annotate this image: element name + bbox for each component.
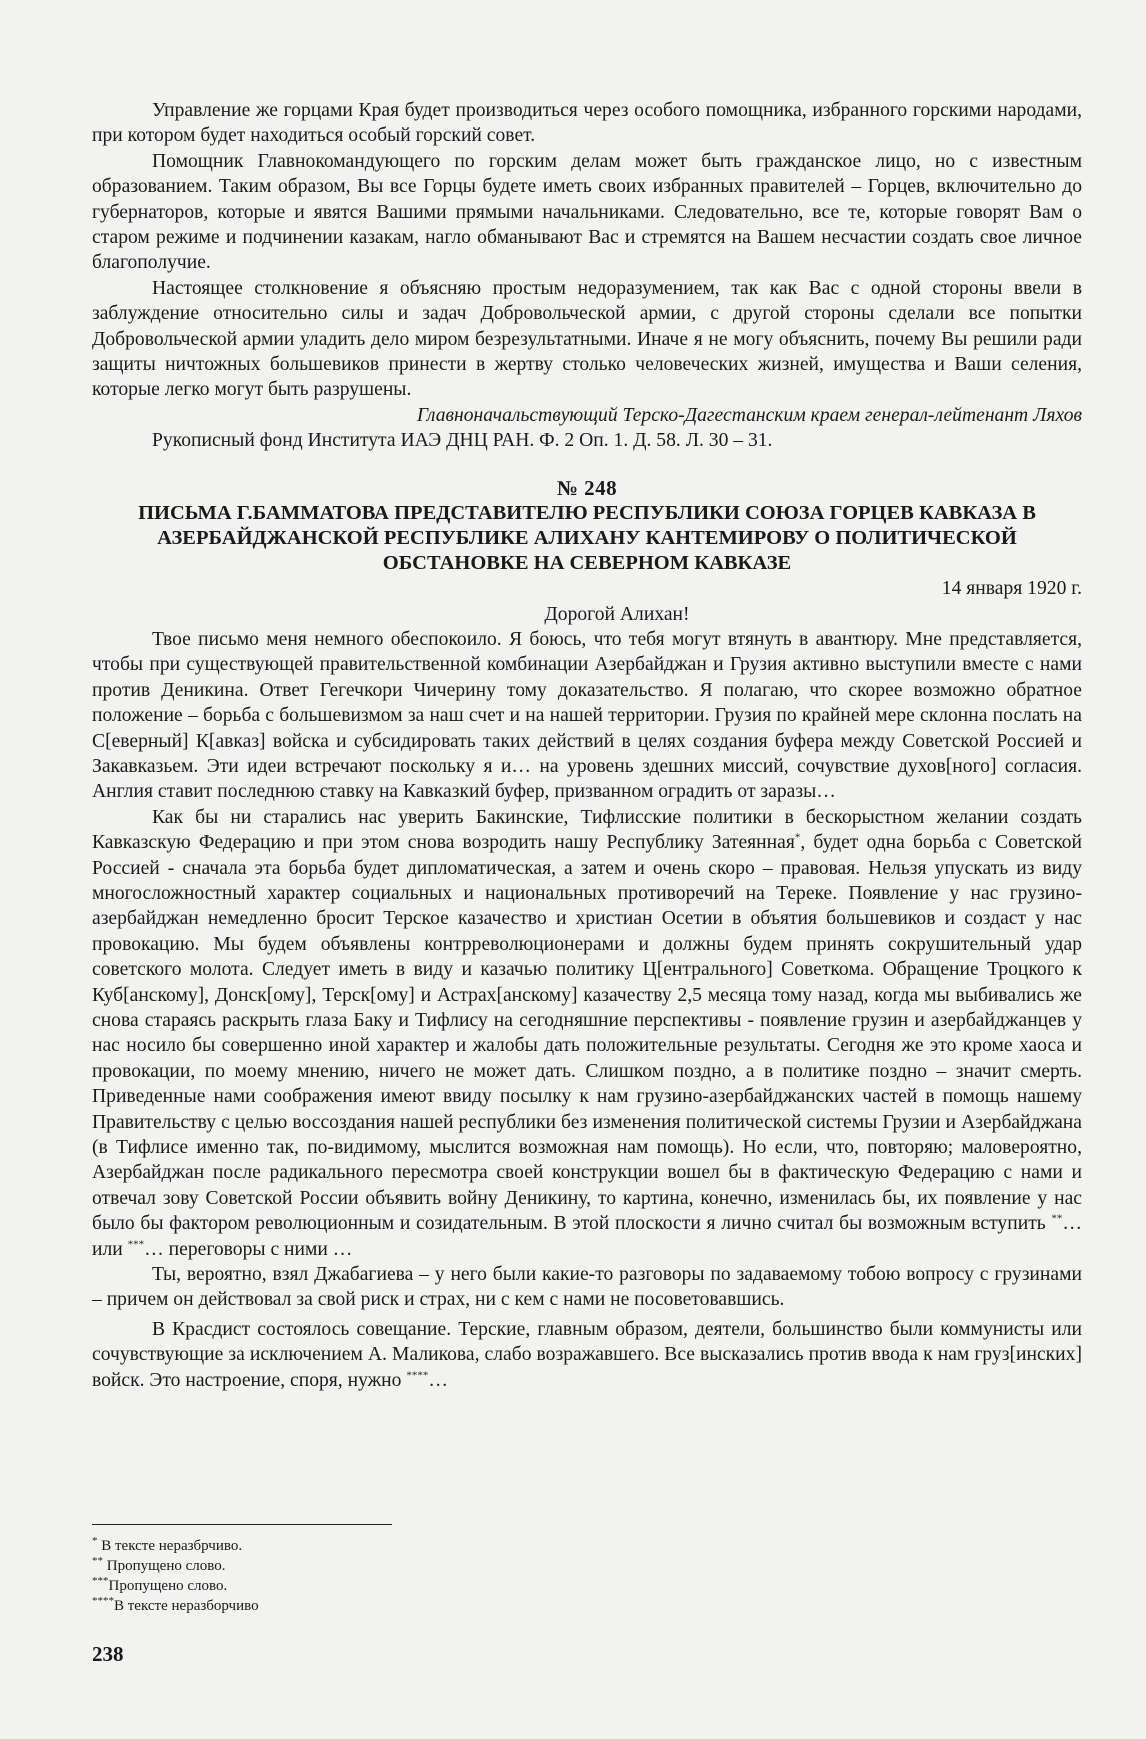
paragraph: Твое письмо меня немного обеспокоило. Я боюсь, что тебя могут втянуть в авантюру. Мне представляется, чтобы при существующей правительственной комбинации Азербайджан и Грузия активно выступили вместе с нами против Деникина. Ответ Гегечкори Чичерину тому доказательство. Я полагаю, что скорее возможно обратное положение – борьба с большевизмом за наш счет и на нашей территории. Грузия по крайней мере склонна послать на С[еверный] К[авказ] войска и субсидировать таких действий в целях создания буфера между Советской Россией и Закавказьем. Эти идеи встречают поскольку я и… на уровень здешних миссий, сочувствие духов[ного] согласия. Англия ставит последнюю ставку на Кавказкий буфер, призванном оградить от заразы… bbox=[92, 628, 1082, 803]
signature: Главноначальствующий Терско-Дагестанским краем генерал-лейтенант Ляхов bbox=[416, 404, 1082, 426]
footnote bbox=[92, 1536, 259, 1556]
document-number: № 248 bbox=[556, 475, 618, 500]
body-text bbox=[92, 98, 1082, 1393]
paragraph bbox=[92, 805, 1082, 1262]
page-number: 238 bbox=[92, 1642, 124, 1666]
footnote-mark: ** bbox=[92, 1555, 103, 1567]
footnote-divider bbox=[92, 1524, 392, 1525]
footnote-mark: **** bbox=[92, 1595, 114, 1607]
footnote-text: В тексте неразборчиво bbox=[114, 1598, 259, 1614]
footnote bbox=[92, 1596, 259, 1616]
footnote-ref: *** bbox=[127, 1238, 145, 1251]
document-date: 14 января 1920 г. bbox=[941, 578, 1082, 600]
footnote-text: В тексте неразбрчиво. bbox=[97, 1538, 243, 1554]
footnote-text: Пропущено слово. bbox=[103, 1558, 226, 1574]
footnote-mark: *** bbox=[92, 1575, 109, 1587]
document-title: ПИСЬМА Г.БАММАТОВА ПРЕДСТАВИТЕЛЮ РЕСПУБЛИКИ СОЮЗА ГОРЦЕВ КАВКАЗА В АЗЕРБАЙДЖАНСКОЙ РЕСПУБЛИКЕ АЛИХАНУ КАНТЕМИРОВУ О ПОЛИТИЧЕСКОЙ ОБСТАНОВКЕ НА СЕВЕРНОМ КАВКАЗЕ bbox=[138, 502, 1036, 575]
footnotes bbox=[92, 1536, 259, 1616]
paragraph: Управление же горцами Края будет производиться через особого помощника, избранного горскими народами, при котором будет находиться особый горский совет. bbox=[92, 100, 1082, 147]
paragraph-text: Как бы ни старались нас уверить Бакинские, Тифлисские политики в бескорыстном желании создать Кавказскую Федерацию и при этом снова возродить нашу Республику Затеянная bbox=[92, 806, 1082, 854]
paragraph-text: В Красдист состоялось совещание. Терские, главным образом, деятели, большинство были коммунисты или сочувствующие за исключением А. Маликова, слабо возражавшего. Все высказались против ввода к нам груз[инских] войск. Это настроение, споря, нужно bbox=[92, 1318, 1082, 1391]
footnote bbox=[92, 1556, 259, 1576]
footnote-ref: ** bbox=[1051, 1212, 1063, 1225]
paragraph-text: … или bbox=[92, 1213, 1082, 1260]
paragraph bbox=[92, 1317, 1082, 1393]
paragraph-text: , будет одна борьба с Советской Россией - сначала эта борьба будет дипломатическая, а затем и очень скоро – правовая. Нельзя упускать из виду многосложностный характер социальных и национальных противоречий на Тереке. Появление у нас грузино-азербайджан немедленно бросит Терское казачество и христиан Осетии в объятия большевиков и создаст у нас провокацию. Мы будем объявлены контрреволюционерами и должны будем принять сокрушительный удар советского молота. Следует иметь в виду и казачью политику Ц[ентрального] Советкома. Обращение Троцкого к Куб[анскому], Донск[ому], Терск[ому] и Астрах[анскому] казачеству 2,5 месяца тому назад, когда мы выбивались же снова стараясь раскрыть глаза Баку и Тифлису на сегодняшние перспективы - появление грузин и азербайджанцев у нас носило бы совершенно иной характер и жалобы дать положительные результаты. Сегодня же это кроме хаоса и провокации, по моему мнению, ничего не может дать. Слишком поздно, а в политике поздно – значит смерть. Приведенные нами соображения имеют ввиду посылку к нам грузино-азербайджанских частей в помощь нашему Правительству с целью воссоздания нашей республики без изменения политической системы Грузии и Азербайджана (в Тифлисе именно так, по-видимому, мыслится возможная нам помощь). Но если, что, повторяю; маловероятно, Азербайджан после радикального пересмотра своей конструкции вошел бы в фактическую Федерацию с нами и отвечал зову Советской России объявить войну Деникину, то картина, конечно, изменилась бы, их появление у нас было бы фактором революционным и созидательным. В этой плоскости я лично считал бы возможным вступить bbox=[92, 832, 1083, 1235]
footnote-ref: * bbox=[794, 831, 801, 844]
paragraph: Настоящее столкновение я объясняю простым недоразумением, так как Вас с одной стороны ввели в заблуждение относительно силы и задач Добровольческой армии, с другой стороны сделали все попытки Добровольческой армии уладить дело миром безрезультатными. Иначе я не могу объяснить, почему Вы решили ради защиты ничтожных большевиков принести в жертву столько человеческих жизней, имущества и Ваши селения, которые легко могут быть разрушены. bbox=[92, 277, 1082, 401]
paragraph: Помощник Главнокомандующего по горским делам может быть гражданское лицо, но с известным образованием. Таким образом, Вы все Горцы будете иметь своих избранных правителей – Горцев, включительно до губернаторов, которые и явятся Вашими прямыми начальниками. Следовательно, все те, которые говорят Вам о старом режиме и подчинении казакам, нагло обманывают Вас и стремятся на Вашем несчастии создать свое личное благополучие. bbox=[92, 150, 1082, 274]
greeting: Дорогой Алихан! bbox=[544, 603, 690, 625]
footnote-text: Пропущено слово. bbox=[108, 1578, 228, 1594]
source-note: Рукописный фонд Института ИАЭ ДНЦ РАН. Ф. 2 Оп. 1. Д. 58. Л. 30 – 31. bbox=[152, 430, 773, 452]
paragraph-text: … переговоры с ними … bbox=[144, 1238, 353, 1260]
footnote bbox=[92, 1576, 259, 1596]
footnote-ref: **** bbox=[406, 1369, 429, 1382]
paragraph-text: … bbox=[428, 1369, 448, 1391]
footnote-mark: * bbox=[92, 1535, 98, 1547]
paragraph: Ты, вероятно, взял Джабагиева – у него были какие-то разговоры по задаваемому тобою вопросу с грузинами – причем он действовал за свой риск и страх, ни с кем с нами не посоветовавшись. bbox=[92, 1264, 1082, 1311]
